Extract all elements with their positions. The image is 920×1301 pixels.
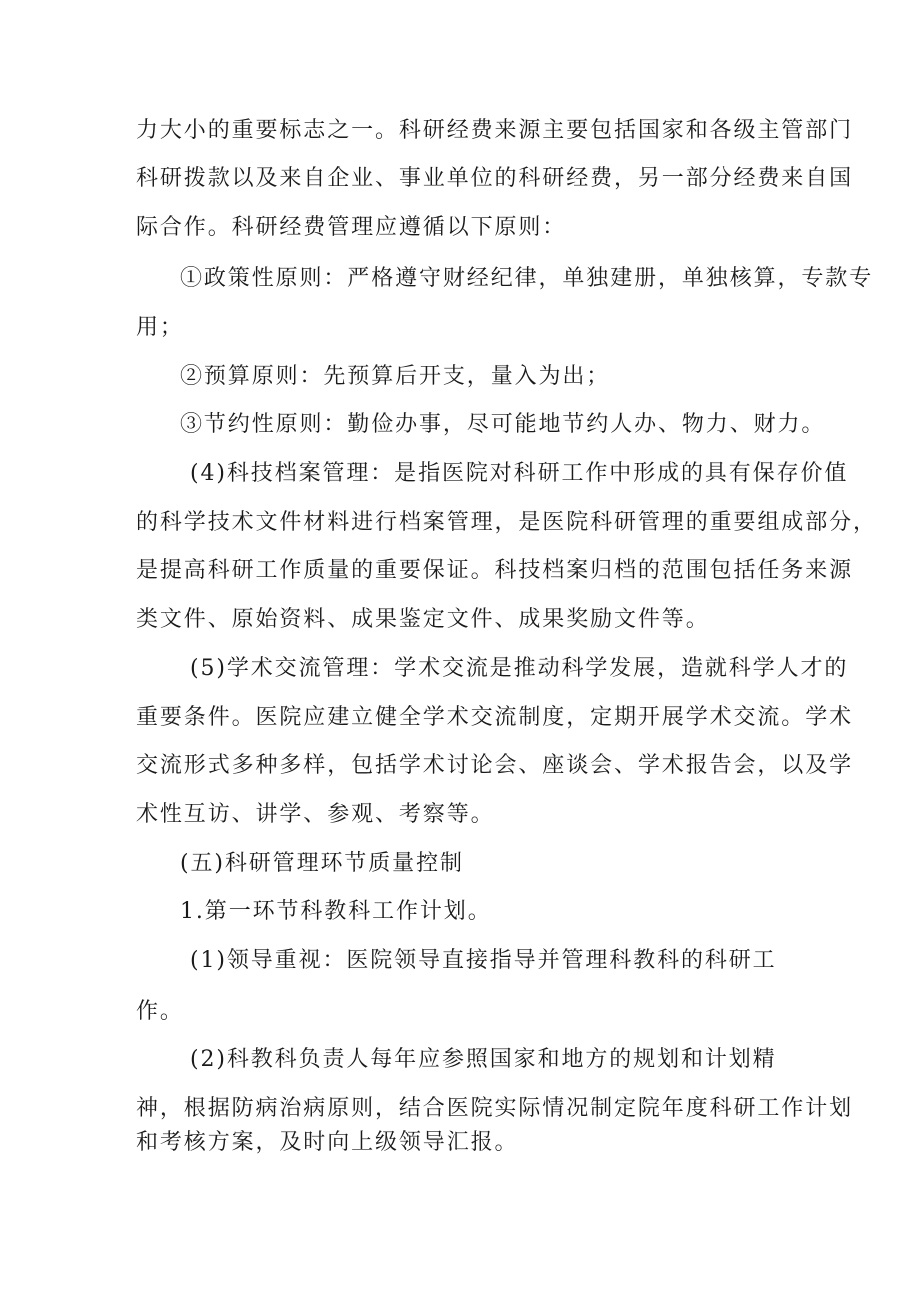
paragraph-line: 和考核方案，及时向上级领导汇报。 bbox=[136, 1130, 519, 1155]
principle-item-2: ②预算原则：先预算后开支，量入为出； bbox=[180, 364, 611, 389]
section-item-4: (4)科技档案管理：是指医院对科研工作中形成的具有保存价值 bbox=[190, 461, 849, 486]
section-heading: (五)科研管理环节质量控制 bbox=[180, 851, 464, 876]
paragraph-line: 术性互访、讲学、参观、考察等。 bbox=[136, 802, 495, 827]
list-item-1: (1)领导重视：医院领导直接指导并管理科教科的科研工 bbox=[190, 948, 777, 973]
paragraph-line: 神，根据防病治病原则，结合医院实际情况制定院年度科研工作计划 bbox=[136, 1096, 854, 1121]
list-item-2: (2)科教科负责人每年应参照国家和地方的规划和计划精 bbox=[190, 1047, 777, 1072]
subsection-heading: 1.第一环节科教科工作计划。 bbox=[180, 899, 492, 924]
paragraph-line: 类文件、原始资料、成果鉴定文件、成果奖励文件等。 bbox=[136, 607, 710, 632]
paragraph-line: 是提高科研工作质量的重要保证。科技档案归档的范围包括任务来源 bbox=[136, 558, 854, 583]
paragraph-line: 交流形式多种多样，包括学术讨论会、座谈会、学术报告会，以及学 bbox=[136, 753, 854, 778]
principle-item-3: ③节约性原则：勤俭办事，尽可能地节约人办、物力、财力。 bbox=[180, 412, 826, 437]
paragraph-line: 作。 bbox=[136, 999, 184, 1024]
paragraph-line: 力大小的重要标志之一。科研经费来源主要包括国家和各级主管部门 bbox=[136, 118, 854, 143]
section-item-5: (5)学术交流管理：学术交流是推动科学发展，造就科学人才的 bbox=[190, 656, 849, 681]
paragraph-line: 用； bbox=[136, 315, 184, 340]
paragraph-line: 际合作。科研经费管理应遵循以下原则： bbox=[136, 215, 567, 240]
principle-item-1: ①政策性原则：严格遵守财经纪律，单独建册，单独核算，专款专 bbox=[180, 266, 874, 291]
paragraph-line: 科研拨款以及来自企业、事业单位的科研经费，另一部分经费来自国 bbox=[136, 166, 854, 191]
paragraph-line: 重要条件。医院应建立健全学术交流制度，定期开展学术交流。学术 bbox=[136, 705, 854, 730]
paragraph-line: 的科学技术文件材料进行档案管理，是医院科研管理的重要组成部分， bbox=[136, 510, 877, 535]
